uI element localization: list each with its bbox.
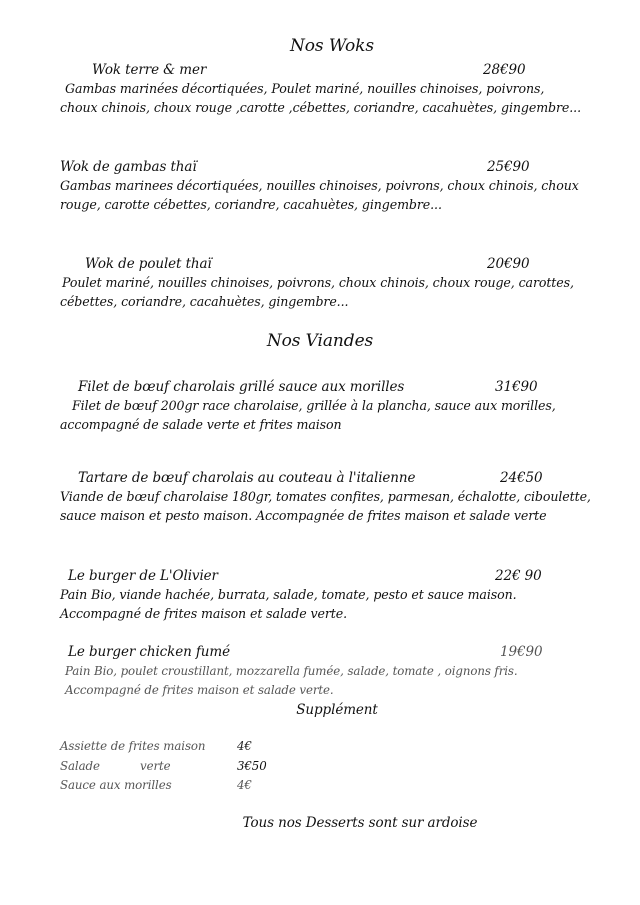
dish-description: sauce maison et pesto maison. Accompagnée de frites maison et salade verte bbox=[60, 508, 547, 523]
dish-name: Le burger chicken fumé bbox=[68, 644, 230, 660]
dish-description: Poulet mariné, nouilles chinoises, poivrons, choux chinois, choux rouge, carottes, bbox=[62, 275, 574, 290]
section-heading-woks: Nos Woks bbox=[289, 36, 375, 56]
dish-name: Wok de poulet thaï bbox=[85, 256, 212, 272]
dish-name: Filet de bœuf charolais grillé sauce aux morilles bbox=[78, 379, 405, 395]
dish-description: Accompagné de frites maison et salade verte. bbox=[65, 683, 334, 697]
dish-description: cébettes, coriandre, cacahuètes, gingembre... bbox=[60, 294, 349, 309]
dish-description: Pain Bio, poulet croustillant, mozzarella fumée, salade, tomate , oignons fris. bbox=[65, 664, 518, 678]
dish-name: Wok de gambas thaï bbox=[60, 159, 197, 175]
dish-price: 20€90 bbox=[487, 256, 530, 272]
supplement-name: Sauce aux morilles bbox=[60, 778, 172, 792]
dish-description: Accompagné de frites maison et salade verte. bbox=[60, 606, 348, 621]
dish-price: 24€50 bbox=[500, 470, 543, 486]
dish-description: Gambas marinees décortiquées, nouilles chinoises, poivrons, choux chinois, choux bbox=[60, 178, 579, 193]
section-heading-supplement: Supplément bbox=[296, 702, 378, 718]
section-heading-viandes: Nos Viandes bbox=[266, 331, 374, 351]
dish-price: 25€90 bbox=[487, 159, 530, 175]
dish-price: 31€90 bbox=[495, 379, 538, 395]
supplement-name: Salade verte bbox=[60, 759, 171, 773]
supplement-price: 4€ bbox=[237, 778, 252, 792]
dish-price: 28€90 bbox=[483, 62, 526, 78]
supplement-name: Assiette de frites maison bbox=[60, 739, 206, 753]
dish-name: Wok terre & mer bbox=[92, 62, 207, 78]
dish-description: Filet de bœuf 200gr race charolaise, grillée à la plancha, sauce aux morilles, bbox=[72, 398, 556, 413]
dish-description: accompagné de salade verte et frites maison bbox=[60, 417, 342, 432]
dish-price: 22€ 90 bbox=[495, 568, 542, 584]
desserts-note: Tous nos Desserts sont sur ardoise bbox=[242, 815, 478, 831]
dish-description: Viande de bœuf charolaise 180gr, tomates confites, parmesan, échalotte, ciboulette, bbox=[60, 489, 591, 504]
dish-name: Le burger de L'Olivier bbox=[68, 568, 218, 584]
dish-price: 19€90 bbox=[500, 644, 543, 660]
supplement-price: 4€ bbox=[237, 739, 252, 753]
dish-name: Tartare de bœuf charolais au couteau à l'italienne bbox=[78, 470, 416, 486]
dish-description: Pain Bio, viande hachée, burrata, salade, tomate, pesto et sauce maison. bbox=[60, 587, 517, 602]
dish-description: Gambas marinées décortiquées, Poulet mariné, nouilles chinoises, poivrons, bbox=[65, 81, 545, 96]
dish-description: rouge, carotte cébettes, coriandre, cacahuètes, gingembre... bbox=[60, 197, 442, 212]
supplement-price: 3€50 bbox=[237, 759, 267, 773]
dish-description: choux chinois, choux rouge ,carotte ,cébettes, coriandre, cacahuètes, gingembre... bbox=[60, 100, 581, 115]
